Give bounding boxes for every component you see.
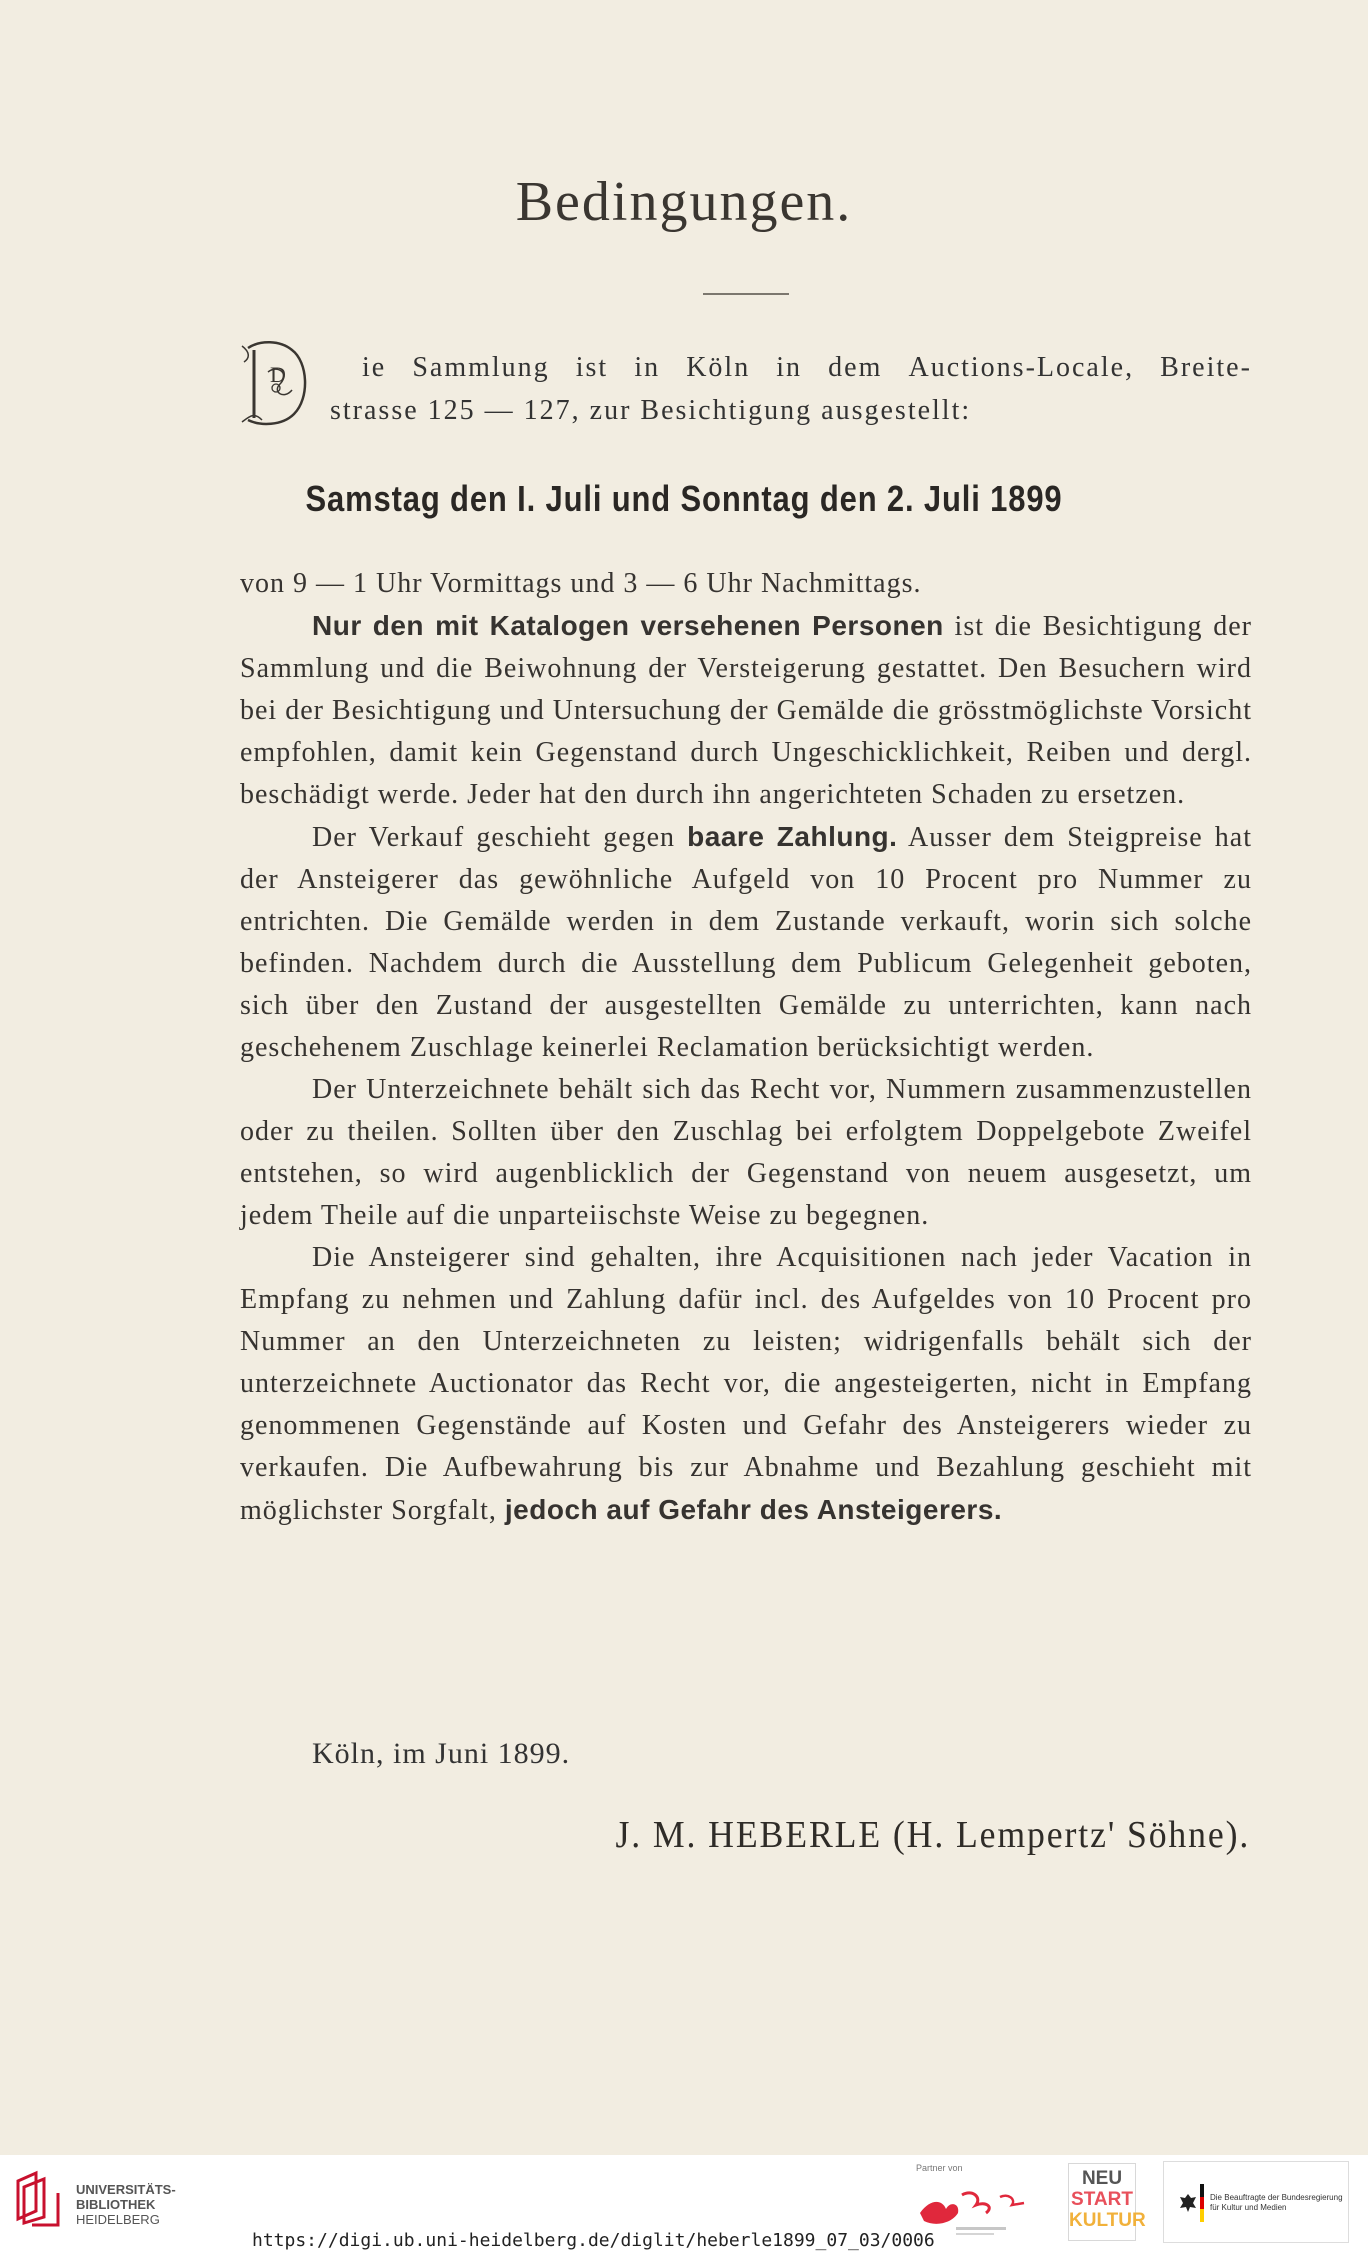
intro-word: Köln — [686, 352, 751, 383]
page-title: Bedingungen. — [515, 171, 853, 233]
firm-signature: J. M. HEBERLE (H. Lempertz' Söhne). — [615, 1814, 1250, 1856]
paragraph-4-text: Die Ansteigerer sind gehalten, ihre Acquisitionen nach jeder Vacation in Empfang zu nehmen und Zahlung dafür incl. des Aufgeldes von 10 Procent pro Nummer an den Unterzeichneten zu leisten; widrigenfalls behält sich der unterzeichnete Auctionator das Recht vor, die angesteigerten, nicht in Empfang genommenen Gegenstände auf Kosten und Gefahr des Ansteigerers wieder zu verkaufen. Die Aufbewahrung bis zur Abnahme und Bezahlung geschieht mit möglichster Sorgfalt, — [240, 1242, 1252, 1526]
intro-word: in — [634, 352, 661, 383]
intro-word: Sammlung — [412, 352, 550, 383]
intro-word: ie — [362, 352, 387, 383]
german-flag-bar-icon — [1200, 2184, 1204, 2222]
opening-hours: von 9 — 1 Uhr Vormittags und 3 — 6 Uhr Nachmittags. — [240, 568, 922, 599]
conditions-body — [240, 563, 1252, 1532]
intro-line-1 — [362, 352, 1252, 384]
neustart-word-2: START — [1071, 2189, 1133, 2210]
federal-culture-commissioner-text: Die Beauftragte der Bundesregierung für Kultur und Medien — [1210, 2193, 1343, 2212]
decorated-initial-d — [240, 338, 318, 430]
paragraph-4 — [240, 1237, 1252, 1532]
paragraph-2-emphasis: baare Zahlung. — [687, 821, 898, 852]
paragraph-2-start: Der Verkauf geschieht gegen — [312, 822, 688, 853]
title-divider — [703, 293, 789, 295]
paragraph-1-emphasis: Nur den mit Katalogen versehenen Personen — [312, 610, 944, 641]
intro-word: dem — [828, 352, 883, 383]
intro-word: Breite- — [1160, 352, 1252, 383]
federal-eagle-icon — [1178, 2192, 1198, 2214]
partner-label: Partner von — [916, 2163, 963, 2173]
paragraph-2-text: Ausser dem Steigpreise hat der Ansteigerer das gewöhnliche Aufgeld von 10 Procent pro Nummer zu entrichten. Die Gemälde werden in dem Zustande verkauft, worin sich solche befinden. Nachdem durch die Ausstellung dem Publicum Gelegenheit geboten, sich über den Zustand der ausgestellten Gemälde zu unterrichten, kann nach geschehenem Zuschlage keinerlei Reclamation berücksichtigt werden. — [240, 822, 1252, 1063]
library-line-3: HEIDELBERG — [76, 2212, 160, 2227]
neustart-kultur-logo[interactable] — [1068, 2163, 1146, 2241]
neustart-word-3: KULTUR — [1069, 2210, 1146, 2231]
paragraph-3: Der Unterzeichnete behält sich das Recht vor, Nummern zusammenzustellen oder zu theilen. Sollten über den Zuschlag bei erfolgtem Doppelgebote Zweifel entstehen, so wird augenblicklich der Gegenstand von neuem ausgesetzt, um jedem Theile auf die unparteiischste Weise zu begegnen. — [240, 1074, 1252, 1231]
university-library-logo-icon[interactable] — [14, 2167, 66, 2227]
paragraph-1-text: ist die Besichtigung der Sammlung und die Beiwohnung der Versteigerung gestattet. Den Besuchern wird bei der Besichtigung und Untersuchung der Gemälde die grösstmöglichste Vorsicht empfohlen, damit kein Gegenstand durch Ungeschicklichkeit, Reiben und dergl. beschädigt werde. Jeder hat den durch ihn angerichteten Schaden zu ersetzen. — [240, 611, 1252, 810]
svg-text:D: D — [270, 362, 286, 387]
paragraph-4-emphasis: jedoch auf Gefahr des Ansteigerers. — [504, 1494, 1003, 1525]
library-line-2: BIBLIOTHEK — [76, 2197, 156, 2212]
neustart-word-1: NEU — [1081, 2168, 1123, 2189]
university-library-name[interactable] — [76, 2182, 176, 2227]
intro-word: ist — [575, 352, 609, 383]
viewer-footer — [0, 2155, 1368, 2255]
paragraph-1 — [240, 605, 1252, 816]
intro-word: in — [776, 352, 803, 383]
intro-word: Auctions-Locale, — [908, 352, 1135, 383]
library-line-1: UNIVERSITÄTS- — [76, 2182, 176, 2197]
permalink-url[interactable]: https://digi.ub.uni-heidelberg.de/diglit/heberle1899_07_03/0006 — [248, 2230, 939, 2251]
exhibition-dates-headline: Samstag den I. Juli und Sonntag den 2. Juli 1899 — [305, 478, 1063, 519]
federal-culture-commissioner-logo[interactable] — [1163, 2161, 1349, 2243]
place-and-date: Köln, im Juni 1899. — [312, 1737, 571, 1770]
intro-line-2: strasse 125 — 127, zur Besichtigung ausgestellt: — [330, 395, 972, 426]
paragraph-2 — [240, 816, 1252, 1069]
